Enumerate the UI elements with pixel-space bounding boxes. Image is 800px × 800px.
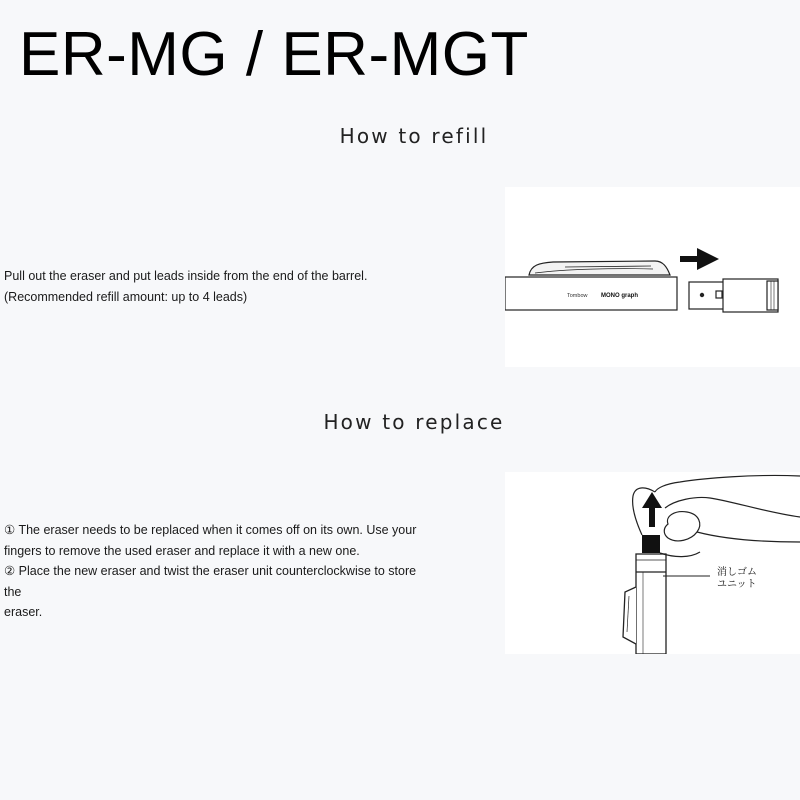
refill-diagram [505,187,800,367]
refill-heading: How to refill [339,124,489,148]
arrow-right-icon [680,248,719,270]
pencil-barrel [505,261,677,310]
brand-text: Tombow [567,293,588,299]
replace-line: fingers to remove the used eraser and replace it with a new one. [4,543,360,558]
eraser-unit-label: 消しゴム [717,567,757,578]
page-title: ER-MG / ER-MGT [19,20,529,89]
replace-line: ① The eraser needs to be replaced when it comes off on its own. Use your [4,523,417,537]
replace-illustration [505,472,800,654]
replace-heading: How to replace [323,410,505,434]
eraser-unit [689,279,778,312]
eraser-unit-label: ユニット [717,579,757,590]
arrow-up-icon [642,492,662,527]
eraser-piece [642,535,660,553]
replace-line: eraser. [4,605,43,619]
refill-instructions [4,266,424,307]
pencil-upper [623,554,666,654]
replace-line: ② Place the new eraser and twist the eraser unit counterclockwise to store the [4,564,417,599]
replace-diagram [505,472,800,654]
refill-illustration [505,187,800,367]
model-text: MONO graph [601,293,638,299]
refill-line: Pull out the eraser and put leads inside from the end of the barrel. [4,269,368,283]
refill-line: (Recommended refill amount: up to 4 leads) [4,289,248,304]
replace-instructions [4,520,424,623]
